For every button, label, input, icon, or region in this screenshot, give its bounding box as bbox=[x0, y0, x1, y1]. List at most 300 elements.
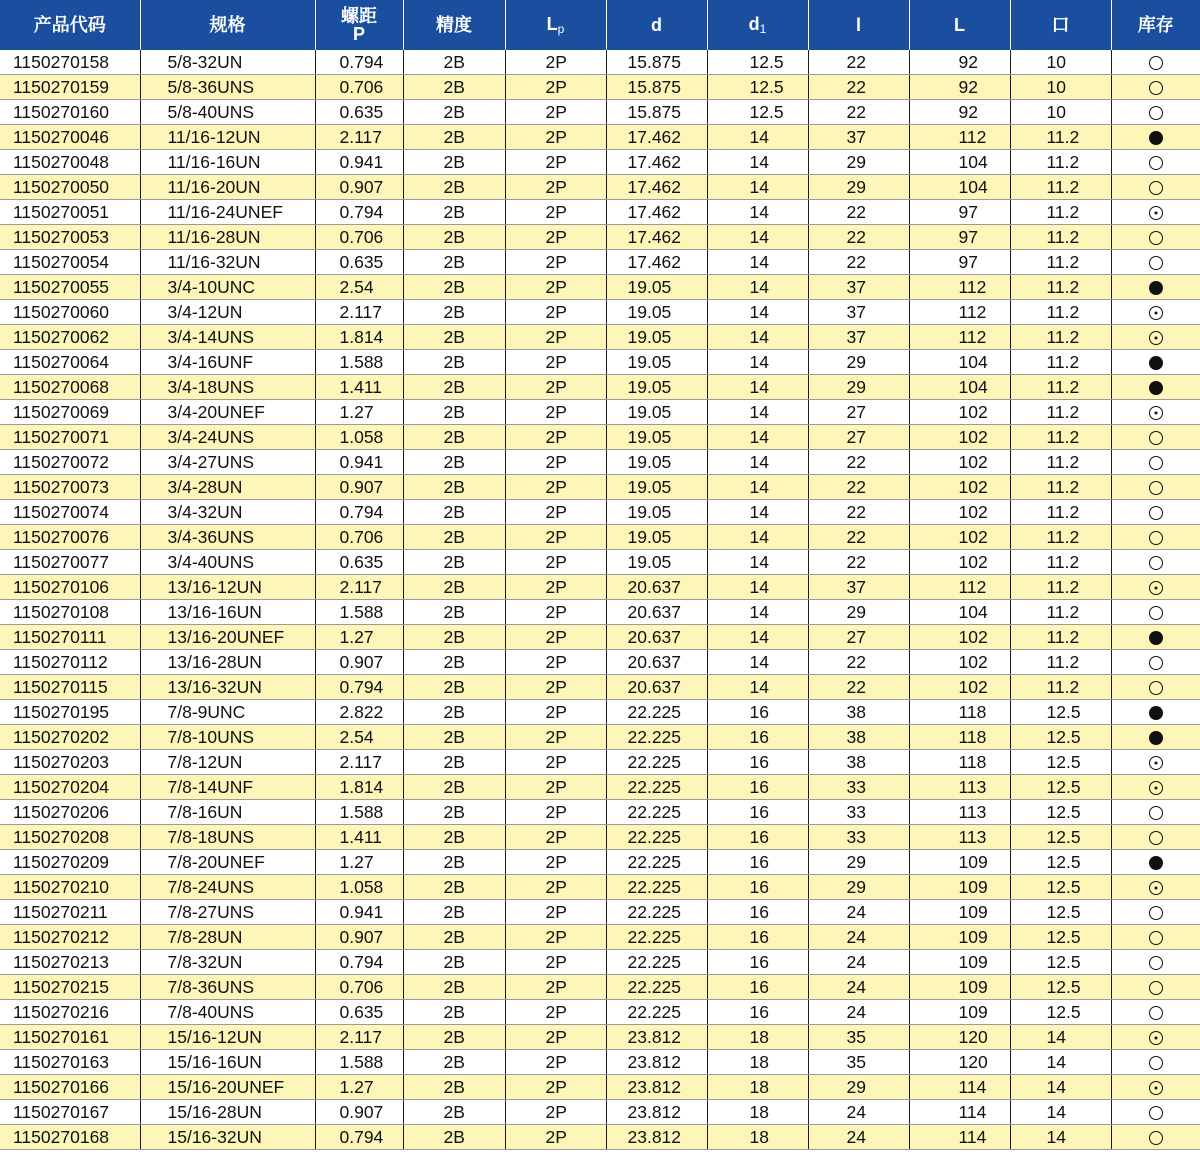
cell-d1: 16 bbox=[707, 975, 808, 1000]
cell-product-code: 1150270064 bbox=[0, 350, 140, 375]
stock-empty-icon bbox=[1149, 981, 1163, 995]
cell-d: 20.637 bbox=[606, 675, 707, 700]
cell-pitch: 0.941 bbox=[315, 900, 403, 925]
cell-spec: 7/8-27UNS bbox=[140, 900, 315, 925]
cell-l-small: 22 bbox=[808, 550, 909, 575]
cell-lp: 2P bbox=[505, 600, 606, 625]
cell-pitch: 0.907 bbox=[315, 175, 403, 200]
header-spec: 规格 bbox=[140, 0, 315, 50]
cell-l-total: 102 bbox=[909, 475, 1010, 500]
cell-d1: 18 bbox=[707, 1125, 808, 1150]
cell-lp: 2P bbox=[505, 1025, 606, 1050]
cell-pitch: 2.54 bbox=[315, 275, 403, 300]
cell-stock bbox=[1111, 850, 1200, 875]
cell-product-code: 1150270068 bbox=[0, 375, 140, 400]
stock-full-icon bbox=[1149, 856, 1163, 870]
table-row bbox=[0, 850, 1200, 875]
cell-d1: 14 bbox=[707, 300, 808, 325]
cell-lp: 2P bbox=[505, 375, 606, 400]
cell-pitch: 0.635 bbox=[315, 1000, 403, 1025]
cell-spec: 11/16-12UN bbox=[140, 125, 315, 150]
cell-precision: 2B bbox=[403, 950, 505, 975]
cell-l-total: 112 bbox=[909, 125, 1010, 150]
cell-product-code: 1150270213 bbox=[0, 950, 140, 975]
cell-spec: 3/4-24UNS bbox=[140, 425, 315, 450]
cell-l-small: 33 bbox=[808, 825, 909, 850]
cell-spec: 7/8-24UNS bbox=[140, 875, 315, 900]
cell-spec: 11/16-16UN bbox=[140, 150, 315, 175]
table-row bbox=[0, 875, 1200, 900]
cell-stock bbox=[1111, 175, 1200, 200]
cell-d: 17.462 bbox=[606, 125, 707, 150]
cell-stock bbox=[1111, 675, 1200, 700]
cell-l-small: 22 bbox=[808, 675, 909, 700]
table-row bbox=[0, 75, 1200, 100]
header-lp bbox=[505, 0, 606, 50]
cell-l-total: 118 bbox=[909, 750, 1010, 775]
cell-lp: 2P bbox=[505, 725, 606, 750]
stock-empty-icon bbox=[1149, 256, 1163, 270]
cell-spec: 7/8-28UN bbox=[140, 925, 315, 950]
stock-empty-icon bbox=[1149, 1106, 1163, 1120]
cell-lp: 2P bbox=[505, 300, 606, 325]
cell-l-total: 120 bbox=[909, 1050, 1010, 1075]
cell-square: 12.5 bbox=[1010, 925, 1111, 950]
stock-dot-icon bbox=[1149, 331, 1163, 345]
stock-empty-icon bbox=[1149, 556, 1163, 570]
table-row bbox=[0, 750, 1200, 775]
cell-l-small: 22 bbox=[808, 250, 909, 275]
cell-l-small: 29 bbox=[808, 375, 909, 400]
cell-square: 11.2 bbox=[1010, 125, 1111, 150]
cell-square: 12.5 bbox=[1010, 975, 1111, 1000]
cell-l-total: 114 bbox=[909, 1125, 1010, 1150]
cell-product-code: 1150270163 bbox=[0, 1050, 140, 1075]
cell-d: 23.812 bbox=[606, 1025, 707, 1050]
cell-l-total: 102 bbox=[909, 425, 1010, 450]
cell-spec: 3/4-40UNS bbox=[140, 550, 315, 575]
table-row bbox=[0, 1075, 1200, 1100]
cell-product-code: 1150270106 bbox=[0, 575, 140, 600]
stock-empty-icon bbox=[1149, 806, 1163, 820]
table-row bbox=[0, 200, 1200, 225]
cell-precision: 2B bbox=[403, 175, 505, 200]
cell-product-code: 1150270115 bbox=[0, 675, 140, 700]
cell-stock bbox=[1111, 950, 1200, 975]
cell-d1: 14 bbox=[707, 150, 808, 175]
cell-square: 12.5 bbox=[1010, 900, 1111, 925]
cell-product-code: 1150270158 bbox=[0, 50, 140, 75]
cell-lp: 2P bbox=[505, 75, 606, 100]
cell-precision: 2B bbox=[403, 200, 505, 225]
cell-l-total: 112 bbox=[909, 300, 1010, 325]
cell-pitch: 0.794 bbox=[315, 500, 403, 525]
cell-l-total: 113 bbox=[909, 775, 1010, 800]
cell-stock bbox=[1111, 625, 1200, 650]
cell-precision: 2B bbox=[403, 925, 505, 950]
cell-square: 12.5 bbox=[1010, 825, 1111, 850]
cell-spec: 7/8-12UN bbox=[140, 750, 315, 775]
cell-square: 11.2 bbox=[1010, 200, 1111, 225]
cell-product-code: 1150270050 bbox=[0, 175, 140, 200]
cell-d: 23.812 bbox=[606, 1100, 707, 1125]
cell-stock bbox=[1111, 975, 1200, 1000]
cell-lp: 2P bbox=[505, 775, 606, 800]
cell-l-small: 24 bbox=[808, 1000, 909, 1025]
cell-product-code: 1150270204 bbox=[0, 775, 140, 800]
cell-l-total: 109 bbox=[909, 900, 1010, 925]
cell-spec: 13/16-12UN bbox=[140, 575, 315, 600]
cell-pitch: 1.588 bbox=[315, 800, 403, 825]
cell-l-small: 37 bbox=[808, 575, 909, 600]
cell-spec: 7/8-36UNS bbox=[140, 975, 315, 1000]
cell-d1: 16 bbox=[707, 700, 808, 725]
cell-spec: 3/4-32UN bbox=[140, 500, 315, 525]
cell-l-small: 24 bbox=[808, 900, 909, 925]
cell-d1: 14 bbox=[707, 125, 808, 150]
cell-spec: 7/8-18UNS bbox=[140, 825, 315, 850]
cell-d: 22.225 bbox=[606, 850, 707, 875]
cell-l-small: 27 bbox=[808, 425, 909, 450]
cell-l-small: 29 bbox=[808, 850, 909, 875]
cell-square: 11.2 bbox=[1010, 175, 1111, 200]
stock-dot-icon bbox=[1149, 1031, 1163, 1045]
header-precision: 精度 bbox=[403, 0, 505, 50]
cell-lp: 2P bbox=[505, 800, 606, 825]
cell-lp: 2P bbox=[505, 275, 606, 300]
cell-stock bbox=[1111, 1075, 1200, 1100]
cell-l-total: 102 bbox=[909, 500, 1010, 525]
cell-pitch: 1.27 bbox=[315, 850, 403, 875]
cell-d: 19.05 bbox=[606, 450, 707, 475]
cell-precision: 2B bbox=[403, 450, 505, 475]
cell-stock bbox=[1111, 1125, 1200, 1150]
cell-product-code: 1150270160 bbox=[0, 100, 140, 125]
cell-precision: 2B bbox=[403, 150, 505, 175]
cell-d: 23.812 bbox=[606, 1125, 707, 1150]
cell-stock bbox=[1111, 300, 1200, 325]
cell-product-code: 1150270062 bbox=[0, 325, 140, 350]
cell-d: 22.225 bbox=[606, 725, 707, 750]
header-d1-main: d bbox=[748, 14, 760, 34]
cell-square: 11.2 bbox=[1010, 425, 1111, 450]
cell-pitch: 0.941 bbox=[315, 150, 403, 175]
cell-product-code: 1150270054 bbox=[0, 250, 140, 275]
cell-l-total: 102 bbox=[909, 450, 1010, 475]
cell-square: 11.2 bbox=[1010, 375, 1111, 400]
cell-spec: 3/4-20UNEF bbox=[140, 400, 315, 425]
cell-precision: 2B bbox=[403, 300, 505, 325]
cell-pitch: 1.588 bbox=[315, 600, 403, 625]
cell-l-total: 102 bbox=[909, 525, 1010, 550]
table-row bbox=[0, 475, 1200, 500]
cell-lp: 2P bbox=[505, 325, 606, 350]
cell-stock bbox=[1111, 50, 1200, 75]
header-lp-main: L bbox=[546, 14, 558, 34]
cell-d1: 14 bbox=[707, 225, 808, 250]
table-row bbox=[0, 425, 1200, 450]
cell-pitch: 2.117 bbox=[315, 575, 403, 600]
cell-l-total: 102 bbox=[909, 550, 1010, 575]
cell-pitch: 2.117 bbox=[315, 1025, 403, 1050]
cell-l-total: 118 bbox=[909, 700, 1010, 725]
cell-precision: 2B bbox=[403, 500, 505, 525]
cell-stock bbox=[1111, 1050, 1200, 1075]
cell-d1: 12.5 bbox=[707, 100, 808, 125]
stock-full-icon bbox=[1149, 706, 1163, 720]
stock-dot-icon bbox=[1149, 756, 1163, 770]
cell-d: 17.462 bbox=[606, 250, 707, 275]
cell-product-code: 1150270211 bbox=[0, 900, 140, 925]
cell-spec: 15/16-12UN bbox=[140, 1025, 315, 1050]
cell-product-code: 1150270209 bbox=[0, 850, 140, 875]
cell-square: 11.2 bbox=[1010, 325, 1111, 350]
table-row bbox=[0, 350, 1200, 375]
table-row bbox=[0, 825, 1200, 850]
stock-empty-icon bbox=[1149, 906, 1163, 920]
cell-l-small: 22 bbox=[808, 50, 909, 75]
cell-l-small: 35 bbox=[808, 1025, 909, 1050]
stock-dot-icon bbox=[1149, 206, 1163, 220]
cell-precision: 2B bbox=[403, 425, 505, 450]
stock-empty-icon bbox=[1149, 56, 1163, 70]
table-row bbox=[0, 900, 1200, 925]
cell-precision: 2B bbox=[403, 375, 505, 400]
header-l-small: l bbox=[808, 0, 909, 50]
cell-d1: 14 bbox=[707, 375, 808, 400]
table-row bbox=[0, 325, 1200, 350]
cell-l-total: 92 bbox=[909, 50, 1010, 75]
stock-dot-icon bbox=[1149, 406, 1163, 420]
cell-l-total: 109 bbox=[909, 925, 1010, 950]
cell-square: 11.2 bbox=[1010, 150, 1111, 175]
cell-l-total: 112 bbox=[909, 575, 1010, 600]
cell-precision: 2B bbox=[403, 825, 505, 850]
cell-l-total: 104 bbox=[909, 375, 1010, 400]
table-row bbox=[0, 1050, 1200, 1075]
cell-precision: 2B bbox=[403, 975, 505, 1000]
cell-d1: 16 bbox=[707, 850, 808, 875]
header-d1-sub: 1 bbox=[759, 22, 767, 36]
table-row bbox=[0, 225, 1200, 250]
cell-d1: 12.5 bbox=[707, 50, 808, 75]
table-row bbox=[0, 925, 1200, 950]
table-row bbox=[0, 400, 1200, 425]
cell-precision: 2B bbox=[403, 650, 505, 675]
cell-d1: 14 bbox=[707, 475, 808, 500]
cell-stock bbox=[1111, 100, 1200, 125]
cell-pitch: 2.54 bbox=[315, 725, 403, 750]
cell-l-small: 22 bbox=[808, 200, 909, 225]
cell-stock bbox=[1111, 225, 1200, 250]
cell-pitch: 1.27 bbox=[315, 625, 403, 650]
stock-empty-icon bbox=[1149, 181, 1163, 195]
cell-spec: 3/4-27UNS bbox=[140, 450, 315, 475]
stock-empty-icon bbox=[1149, 106, 1163, 120]
cell-l-small: 24 bbox=[808, 1100, 909, 1125]
cell-precision: 2B bbox=[403, 775, 505, 800]
cell-pitch: 0.794 bbox=[315, 50, 403, 75]
cell-l-small: 29 bbox=[808, 350, 909, 375]
cell-d: 19.05 bbox=[606, 325, 707, 350]
cell-stock bbox=[1111, 1025, 1200, 1050]
cell-lp: 2P bbox=[505, 650, 606, 675]
cell-product-code: 1150270112 bbox=[0, 650, 140, 675]
cell-d1: 14 bbox=[707, 400, 808, 425]
cell-l-small: 22 bbox=[808, 75, 909, 100]
cell-lp: 2P bbox=[505, 825, 606, 850]
cell-d1: 16 bbox=[707, 775, 808, 800]
table-row bbox=[0, 125, 1200, 150]
cell-l-total: 113 bbox=[909, 800, 1010, 825]
cell-precision: 2B bbox=[403, 525, 505, 550]
cell-d1: 14 bbox=[707, 350, 808, 375]
stock-dot-icon bbox=[1149, 581, 1163, 595]
cell-d1: 16 bbox=[707, 900, 808, 925]
cell-lp: 2P bbox=[505, 475, 606, 500]
cell-spec: 11/16-20UN bbox=[140, 175, 315, 200]
cell-d: 22.225 bbox=[606, 775, 707, 800]
cell-square: 11.2 bbox=[1010, 275, 1111, 300]
cell-pitch: 0.907 bbox=[315, 475, 403, 500]
cell-d: 17.462 bbox=[606, 225, 707, 250]
stock-empty-icon bbox=[1149, 81, 1163, 95]
cell-square: 11.2 bbox=[1010, 500, 1111, 525]
cell-spec: 13/16-32UN bbox=[140, 675, 315, 700]
cell-square: 14 bbox=[1010, 1075, 1111, 1100]
cell-d: 19.05 bbox=[606, 300, 707, 325]
cell-spec: 7/8-10UNS bbox=[140, 725, 315, 750]
cell-l-small: 38 bbox=[808, 750, 909, 775]
cell-spec: 11/16-28UN bbox=[140, 225, 315, 250]
table-row bbox=[0, 150, 1200, 175]
table-row bbox=[0, 625, 1200, 650]
cell-stock bbox=[1111, 600, 1200, 625]
cell-square: 12.5 bbox=[1010, 800, 1111, 825]
cell-d: 20.637 bbox=[606, 625, 707, 650]
cell-d: 15.875 bbox=[606, 100, 707, 125]
cell-d1: 14 bbox=[707, 175, 808, 200]
cell-square: 11.2 bbox=[1010, 675, 1111, 700]
table-header bbox=[0, 0, 1200, 50]
cell-square: 11.2 bbox=[1010, 625, 1111, 650]
cell-d: 22.225 bbox=[606, 950, 707, 975]
cell-product-code: 1150270206 bbox=[0, 800, 140, 825]
cell-l-small: 38 bbox=[808, 725, 909, 750]
header-pitch-bottom: P bbox=[352, 24, 365, 44]
cell-spec: 7/8-40UNS bbox=[140, 1000, 315, 1025]
cell-l-total: 97 bbox=[909, 225, 1010, 250]
cell-lp: 2P bbox=[505, 625, 606, 650]
cell-l-total: 109 bbox=[909, 850, 1010, 875]
cell-pitch: 0.907 bbox=[315, 650, 403, 675]
cell-square: 12.5 bbox=[1010, 850, 1111, 875]
cell-product-code: 1150270111 bbox=[0, 625, 140, 650]
cell-square: 14 bbox=[1010, 1025, 1111, 1050]
cell-pitch: 1.058 bbox=[315, 875, 403, 900]
cell-pitch: 0.635 bbox=[315, 100, 403, 125]
cell-lp: 2P bbox=[505, 675, 606, 700]
stock-dot-icon bbox=[1149, 881, 1163, 895]
cell-lp: 2P bbox=[505, 925, 606, 950]
table-row bbox=[0, 975, 1200, 1000]
cell-lp: 2P bbox=[505, 1100, 606, 1125]
cell-pitch: 0.794 bbox=[315, 200, 403, 225]
table-row bbox=[0, 950, 1200, 975]
stock-empty-icon bbox=[1149, 1131, 1163, 1145]
cell-lp: 2P bbox=[505, 850, 606, 875]
cell-stock bbox=[1111, 750, 1200, 775]
cell-d: 22.225 bbox=[606, 700, 707, 725]
cell-d1: 14 bbox=[707, 425, 808, 450]
cell-spec: 13/16-16UN bbox=[140, 600, 315, 625]
cell-square: 12.5 bbox=[1010, 700, 1111, 725]
cell-lp: 2P bbox=[505, 50, 606, 75]
cell-precision: 2B bbox=[403, 550, 505, 575]
cell-spec: 13/16-20UNEF bbox=[140, 625, 315, 650]
cell-l-small: 37 bbox=[808, 125, 909, 150]
cell-l-total: 109 bbox=[909, 1000, 1010, 1025]
header-lp-sub: p bbox=[557, 22, 565, 36]
cell-lp: 2P bbox=[505, 1125, 606, 1150]
cell-d1: 16 bbox=[707, 750, 808, 775]
cell-precision: 2B bbox=[403, 1075, 505, 1100]
table-row bbox=[0, 650, 1200, 675]
cell-d: 17.462 bbox=[606, 200, 707, 225]
header-code: 产品代码 bbox=[0, 0, 140, 50]
cell-precision: 2B bbox=[403, 400, 505, 425]
table-row bbox=[0, 450, 1200, 475]
cell-stock bbox=[1111, 925, 1200, 950]
cell-stock bbox=[1111, 900, 1200, 925]
cell-product-code: 1150270073 bbox=[0, 475, 140, 500]
cell-spec: 7/8-14UNF bbox=[140, 775, 315, 800]
cell-l-total: 109 bbox=[909, 875, 1010, 900]
cell-product-code: 1150270060 bbox=[0, 300, 140, 325]
cell-d: 22.225 bbox=[606, 1000, 707, 1025]
cell-stock bbox=[1111, 775, 1200, 800]
cell-precision: 2B bbox=[403, 600, 505, 625]
cell-precision: 2B bbox=[403, 575, 505, 600]
cell-pitch: 0.907 bbox=[315, 1100, 403, 1125]
cell-square: 11.2 bbox=[1010, 350, 1111, 375]
cell-d1: 16 bbox=[707, 875, 808, 900]
cell-square: 10 bbox=[1010, 50, 1111, 75]
table-row bbox=[0, 700, 1200, 725]
table-row bbox=[0, 1000, 1200, 1025]
header-pitch-top: 螺距 bbox=[341, 6, 377, 26]
cell-stock bbox=[1111, 350, 1200, 375]
header-square: 口 bbox=[1010, 0, 1111, 50]
cell-square: 10 bbox=[1010, 100, 1111, 125]
stock-empty-icon bbox=[1149, 431, 1163, 445]
cell-product-code: 1150270159 bbox=[0, 75, 140, 100]
cell-precision: 2B bbox=[403, 625, 505, 650]
cell-stock bbox=[1111, 1000, 1200, 1025]
cell-stock bbox=[1111, 800, 1200, 825]
cell-square: 12.5 bbox=[1010, 950, 1111, 975]
cell-square: 11.2 bbox=[1010, 225, 1111, 250]
cell-pitch: 1.411 bbox=[315, 375, 403, 400]
cell-square: 11.2 bbox=[1010, 450, 1111, 475]
cell-pitch: 1.814 bbox=[315, 325, 403, 350]
cell-l-small: 29 bbox=[808, 1075, 909, 1100]
cell-l-small: 24 bbox=[808, 950, 909, 975]
cell-lp: 2P bbox=[505, 1075, 606, 1100]
cell-stock bbox=[1111, 525, 1200, 550]
cell-product-code: 1150270216 bbox=[0, 1000, 140, 1025]
cell-lp: 2P bbox=[505, 950, 606, 975]
